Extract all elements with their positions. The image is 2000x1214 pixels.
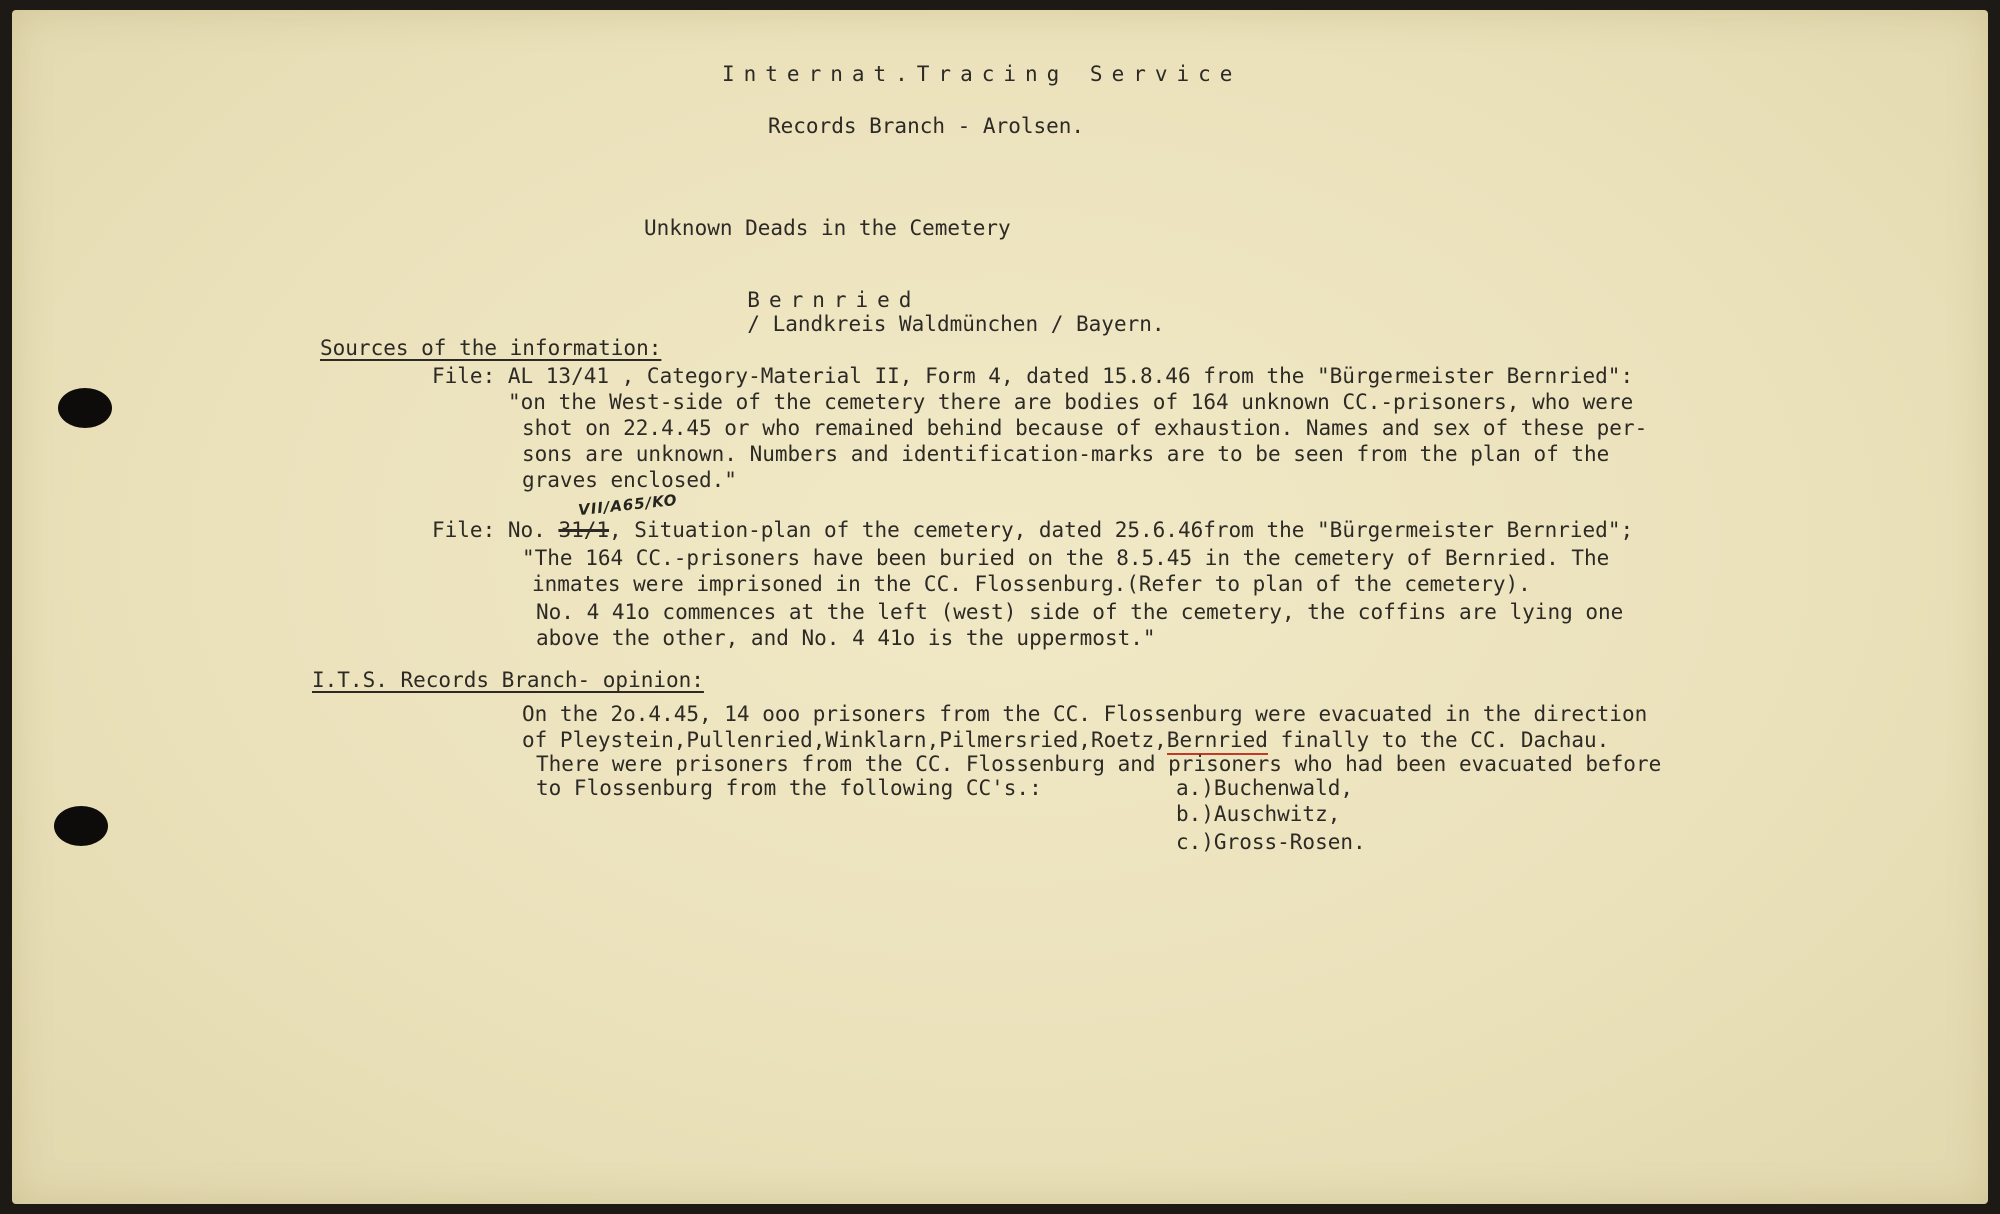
opinion-line-1: On the 2o.4.45, 14 ooo prisoners from the CC. Flossenburg were evacuated in the direction xyxy=(522,702,1648,726)
file1-line-3: shot on 22.4.45 or who remained behind because of exhaustion. Names and sex of these per- xyxy=(522,416,1648,440)
sources-heading: Sources of the information: xyxy=(320,336,662,360)
route-bernried: Bernried xyxy=(1167,728,1268,755)
route-towns: of Pleystein,Pullenried,Winklarn,Pilmersried,Roetz, xyxy=(522,728,1167,752)
document-title: Unknown Deads in the Cemetery xyxy=(644,216,1011,240)
struck-file-number: 31/1 xyxy=(558,518,610,542)
opinion-line-3: There were prisoners from the CC. Flossenburg and prisoners who had been evacuated before xyxy=(536,752,1662,776)
file1-line-5: graves enclosed." xyxy=(522,468,737,492)
file2-line-2: "The 164 CC.-prisoners have been buried on the 8.5.45 in the cemetery of Bernried. The xyxy=(522,546,1610,570)
camp-b: b.)Auschwitz, xyxy=(1176,802,1341,826)
handwritten-file-number: VII/A65/KO xyxy=(577,490,679,520)
file2-description: , Situation-plan of the cemetery, dated 25.6.46from the "Bürgermeister Bernried"; xyxy=(609,518,1634,542)
place-name: Bernried xyxy=(747,288,921,312)
punch-hole-top xyxy=(58,388,112,428)
organization-name: Internat.Tracing Service xyxy=(722,62,1242,86)
camp-a: a.)Buchenwald, xyxy=(1176,776,1354,800)
punch-hole-bottom xyxy=(54,806,108,846)
opinion-line-2 xyxy=(522,728,1609,752)
file2-line-4: No. 4 41o commences at the left (west) side of the cemetery, the coffins are lying one xyxy=(536,600,1624,624)
document-subtitle xyxy=(722,264,1165,336)
file2-prefix: File: No. xyxy=(432,518,559,542)
file1-line-2: "on the West-side of the cemetery there are bodies of 164 unknown CC.-prisoners, who were xyxy=(508,390,1634,414)
route-destination: finally to the CC. Dachau. xyxy=(1267,728,1610,752)
file2-line-3: inmates were imprisoned in the CC. Flossenburg.(Refer to plan of the cemetery). xyxy=(532,572,1531,596)
branch-name: Records Branch - Arolsen. xyxy=(768,114,1085,138)
place-details: / Landkreis Waldmünchen / Bayern. xyxy=(747,312,1165,336)
file2-line-1 xyxy=(432,518,1633,542)
opinion-line-4: to Flossenburg from the following CC's.: xyxy=(536,776,1042,800)
camp-c: c.)Gross-Rosen. xyxy=(1176,830,1366,854)
file1-line-4: sons are unknown. Numbers and identification-marks are to be seen from the plan of the xyxy=(522,442,1610,466)
file1-line-1: File: AL 13/41 , Category-Material II, Form 4, dated 15.8.46 from the "Bürgermeister Bernried": xyxy=(432,364,1634,388)
file2-line-5: above the other, and No. 4 41o is the uppermost." xyxy=(536,626,1156,650)
opinion-heading: I.T.S. Records Branch- opinion: xyxy=(312,668,704,692)
